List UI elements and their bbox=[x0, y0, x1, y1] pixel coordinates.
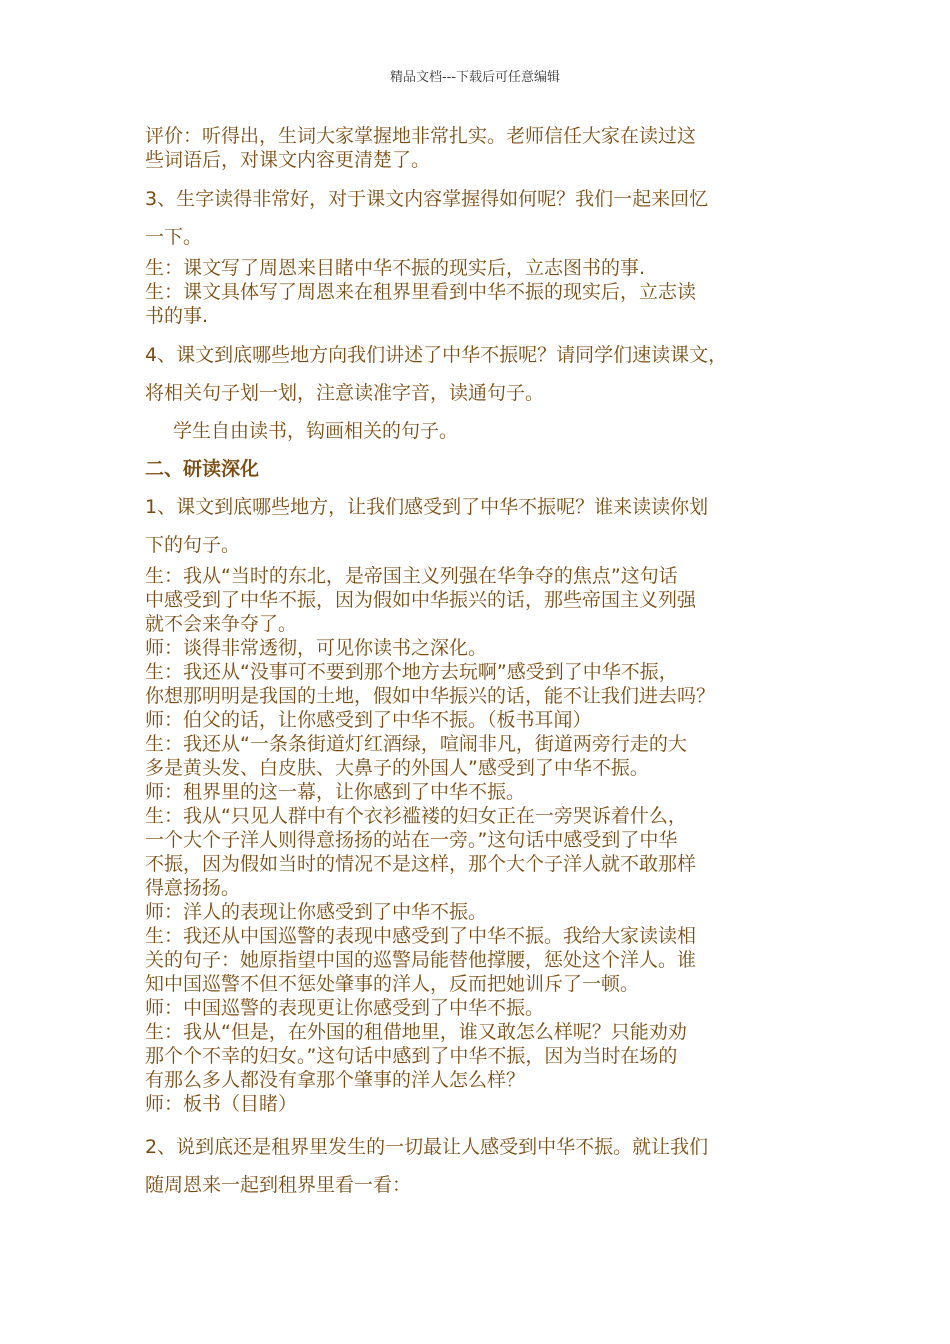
paragraph-step-4: 4、课文到底哪些地方向我们讲述了中华不振呢？请同学们速读课文， 将相关句子划一划，注意读准字音，读通句子。 bbox=[145, 344, 728, 404]
paragraph-student-answers: 生：课文写了周恩来目睹中华不振的现实后，立志图书的事. 生：课文具体写了周恩来在租界里看到中华不振的现实后，立志读 书的事. bbox=[145, 257, 697, 327]
section-heading: 二、研读深化 bbox=[145, 458, 260, 480]
paragraph-evaluation: 评价：听得出，生词大家掌握地非常扎实。老师信任大家在读过这 些词语后，对课文内容更清楚了。 bbox=[145, 125, 697, 171]
page-header: 精品文档---下载后可任意编辑 bbox=[389, 70, 561, 85]
paragraph-question-1: 1、课文到底哪些地方，让我们感受到了中华不振呢？谁来读读你划 下的句子。 bbox=[145, 496, 709, 556]
document-body bbox=[145, 124, 835, 1204]
paragraph-question-2: 2、说到底还是租界里发生的一切最让人感受到中华不振。就让我们 随周恩来一起到租界里看一看： bbox=[145, 1136, 709, 1196]
paragraph-free-reading: 学生自由读书，钩画相关的句子。 bbox=[173, 420, 459, 442]
paragraph-dialogue: 生：我从“当时的东北，是帝国主义列强在华争夺的焦点”这句话 中感受到了中华不振，因为假如中华振兴的话，那些帝国主义列强 就不会来争夺了。 师：谈得非常透彻，可见你读书之深化。 生：我还从“没事可不要到那个地方去玩啊”感受到了中华不振， 你想那明明是我国的土地，假如中华振兴的话，能不让我们进去吗？ 师：伯父的话，让你感受到了中华不振。（板书耳闻） 生：我还从“一条条街道灯红酒绿，喧闹非凡，街道两旁行走的大 多是黄头发、白皮肤、大鼻子的外国人”感受到了中华不振。 师：租界里的这一幕，让你感到了中华不振。 生：我从“只见人群中有个衣衫褴褛的妇女正在一旁哭诉着什么， 一个大个子洋人则得意扬扬的站在一旁。”这句话中感受到了中华 不振，因为假如当时的情况不是这样，那个大个子洋人就不敢那样 得意扬扬。 师：洋人的表现让你感受到了中华不振。 生：我还从中国巡警的表现中感受到了中华不振。我给大家读读相 关的句子：她原指望中国的巡警局能替他撑腰，惩处这个洋人。谁 知中国巡警不但不惩处肇事的洋人，反而把她训斥了一顿。 师：中国巡警的表现更让你感受到了中华不振。 生：我从“但是，在外国的租借地里，谁又敢怎么样呢？只能劝劝 那个个不幸的妇女。”这句话中感到了中华不振，因为当时在场的 有那么多人都没有拿那个肇事的洋人怎么样？ 师：板书（目睹） bbox=[145, 565, 716, 1115]
paragraph-step-3: 3、生字读得非常好，对于课文内容掌握得如何呢？我们一起来回忆 一下。 bbox=[145, 188, 709, 248]
